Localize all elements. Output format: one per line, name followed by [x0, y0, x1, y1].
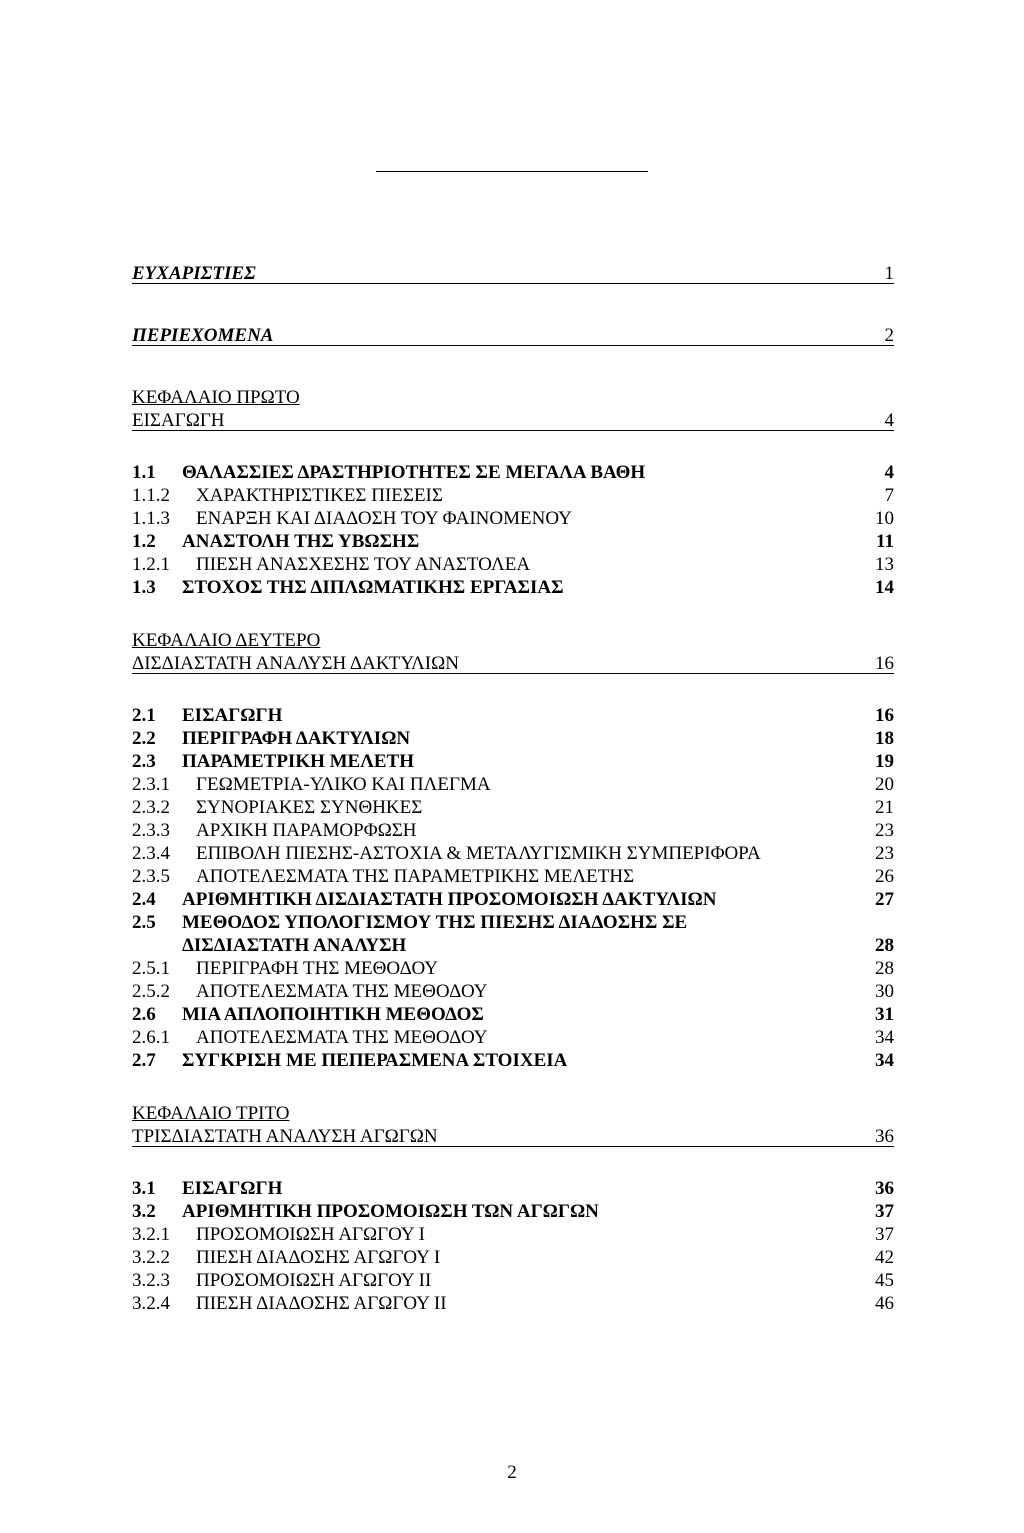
toc-entry-page: 31: [875, 1004, 894, 1025]
toc-entry-title: ΑΠΟΤΕΛΕΣΜΑΤΑ ΤΗΣ ΜΕΘΟΔΟΥ: [196, 981, 488, 1002]
toc-entry-number: 3.2: [132, 1201, 156, 1222]
toc-entry-page: 18: [875, 728, 894, 749]
toc-entry[interactable]: [132, 1177, 894, 1200]
toc-entry-title: ΕΠΙΒΟΛΗ ΠΙΕΣΗΣ-ΑΣΤΟΧΙΑ & ΜΕΤΑΛΥΓΙΣΜΙΚΗ ΣΥΜΠΕΡΙΦΟΡΑ: [196, 843, 761, 864]
toc-entry-title: ΣΥΝΟΡΙΑΚΕΣ ΣΥΝΘΗΚΕΣ: [196, 797, 423, 818]
chapter-label-text: ΚΕΦΑΛΑΙΟ ΤΡΙΤΟ: [132, 1103, 290, 1124]
toc-heading-acknowledgements[interactable]: [132, 262, 894, 284]
toc-entry-page: 7: [884, 485, 894, 506]
toc-entry-number: 1.1: [132, 462, 156, 483]
toc-entry[interactable]: [132, 1223, 894, 1246]
toc-entry-title: ΠΙΕΣΗ ΔΙΑΔΟΣΗΣ ΑΓΩΓΟΥ Ι: [196, 1247, 441, 1268]
top-rule: [376, 171, 648, 172]
toc-entry[interactable]: [132, 484, 894, 507]
toc-entry-title: ΣΥΓΚΡΙΣΗ ΜΕ ΠΕΠΕΡΑΣΜΕΝΑ ΣΤΟΙΧΕΙΑ: [182, 1050, 568, 1071]
table-of-contents: [132, 262, 894, 1315]
chapter-label: [132, 386, 894, 409]
toc-entry-number: 3.2.4: [132, 1293, 170, 1314]
chapter-label: [132, 1102, 894, 1125]
toc-entry-number: 3.2.3: [132, 1270, 170, 1291]
toc-entry-number: 2.3.3: [132, 820, 170, 841]
toc-entry-title: ΔΙΣΔΙΑΣΤΑΤΗ ΑΝΑΛΥΣΗ: [182, 935, 407, 956]
toc-entry[interactable]: [132, 934, 894, 957]
toc-entry-page: 37: [875, 1201, 894, 1222]
toc-heading-contents[interactable]: [132, 324, 894, 346]
toc-entry-number: 1.3: [132, 577, 156, 598]
toc-entry-page: 13: [875, 554, 894, 575]
toc-entry-page: 4: [884, 462, 894, 483]
toc-entry[interactable]: [132, 980, 894, 1003]
toc-entry-page: 37: [875, 1224, 894, 1245]
toc-entry[interactable]: [132, 576, 894, 599]
toc-entry-page: 46: [875, 1293, 894, 1314]
toc-entry-number: 2.5.2: [132, 981, 170, 1002]
chapter-title[interactable]: [132, 1125, 894, 1147]
chapter-title[interactable]: [132, 652, 894, 674]
toc-entry-page: 26: [875, 866, 894, 887]
toc-entry-number: 2.6: [132, 1004, 156, 1025]
toc-entry[interactable]: [132, 553, 894, 576]
toc-entry[interactable]: [132, 750, 894, 773]
toc-entry-number: 1.1.3: [132, 508, 170, 529]
toc-entry[interactable]: [132, 461, 894, 484]
toc-entry[interactable]: [132, 727, 894, 750]
toc-heading-text: ΠΕΡΙΕΧΟΜΕΝΑ: [132, 325, 274, 346]
toc-entry[interactable]: [132, 842, 894, 865]
toc-entry-page: 34: [875, 1050, 894, 1071]
toc-entry[interactable]: [132, 530, 894, 553]
toc-entry-title: ΠΕΡΙΓΡΑΦΗ ΔΑΚΤΥΛΙΩΝ: [182, 728, 411, 749]
toc-entry-title: ΑΠΟΤΕΛΕΣΜΑΤΑ ΤΗΣ ΠΑΡΑΜΕΤΡΙΚΗΣ ΜΕΛΕΤΗΣ: [196, 866, 635, 887]
toc-entry-page: 23: [875, 820, 894, 841]
toc-entry-page: 23: [875, 843, 894, 864]
toc-entry-page: 45: [875, 1270, 894, 1291]
toc-entry[interactable]: [132, 704, 894, 727]
chapter-title-text: ΤΡΙΣΔΙΑΣΤΑΤΗ ΑΝΑΛΥΣΗ ΑΓΩΓΩΝ: [132, 1126, 438, 1147]
toc-entry-title: ΠΡΟΣΟΜΟΙΩΣΗ ΑΓΩΓΟΥ Ι: [196, 1224, 426, 1245]
toc-entry-page: 27: [875, 889, 894, 910]
toc-entry-number: 3.2.2: [132, 1247, 170, 1268]
chapter-entries: [132, 461, 894, 599]
toc-entry-number: 2.4: [132, 889, 156, 910]
toc-entry-page: 34: [875, 1027, 894, 1048]
toc-entry-page: 42: [875, 1247, 894, 1268]
toc-heading-text: ΕΥΧΑΡΙΣΤΙΕΣ: [132, 263, 256, 284]
toc-entry[interactable]: [132, 1246, 894, 1269]
toc-entry-page: 30: [875, 981, 894, 1002]
toc-entry-title: ΘΑΛΑΣΣΙΕΣ ΔΡΑΣΤΗΡΙΟΤΗΤΕΣ ΣΕ ΜΕΓΑΛΑ ΒΑΘΗ: [182, 462, 646, 483]
toc-entry-number: 2.5: [132, 912, 156, 933]
toc-entry-number: 3.1: [132, 1178, 156, 1199]
toc-entry-title: ΠΙΕΣΗ ΔΙΑΔΟΣΗΣ ΑΓΩΓΟΥ ΙΙ: [196, 1293, 447, 1314]
toc-entry[interactable]: [132, 819, 894, 842]
toc-entry[interactable]: [132, 865, 894, 888]
toc-entry-page: 10: [875, 508, 894, 529]
toc-entry-page: 20: [875, 774, 894, 795]
toc-entry-title: ΑΡΙΘΜΗΤΙΚΗ ΠΡΟΣΟΜΟΙΩΣΗ ΤΩΝ ΑΓΩΓΩΝ: [182, 1201, 599, 1222]
chapter-label: [132, 629, 894, 652]
toc-entry-number: 1.2.1: [132, 554, 170, 575]
toc-entry-title: ΑΡΙΘΜΗΤΙΚΗ ΔΙΣΔΙΑΣΤΑΤΗ ΠΡΟΣΟΜΟΙΩΣΗ ΔΑΚΤΥΛΙΩΝ: [182, 889, 717, 910]
toc-entry-title: ΕΝΑΡΞΗ ΚΑΙ ΔΙΑΔΟΣΗ ΤΟΥ ΦΑΙΝΟΜΕΝΟΥ: [196, 508, 572, 529]
chapter-title-page: 36: [875, 1126, 894, 1147]
toc-entry-page: 14: [875, 577, 894, 598]
toc-entry-page: 28: [875, 958, 894, 979]
toc-entry-title: ΕΙΣΑΓΩΓΗ: [182, 1178, 283, 1199]
toc-entry-page: 21: [875, 797, 894, 818]
toc-entry[interactable]: [132, 1292, 894, 1315]
toc-entry[interactable]: [132, 888, 894, 911]
page-number: 2: [507, 1462, 517, 1483]
toc-entry-page: 16: [875, 705, 894, 726]
toc-entry-number: 2.5.1: [132, 958, 170, 979]
chapter-label-text: ΚΕΦΑΛΑΙΟ ΠΡΩΤΟ: [132, 387, 300, 408]
toc-entry[interactable]: [132, 1049, 894, 1072]
chapter-entries: [132, 1177, 894, 1315]
toc-entry-page: 19: [875, 751, 894, 772]
toc-heading-page: 2: [884, 325, 894, 346]
toc-entry-page: 36: [875, 1178, 894, 1199]
chapter-entries: [132, 704, 894, 1072]
toc-entry-title: ΑΡΧΙΚΗ ΠΑΡΑΜΟΡΦΩΣΗ: [196, 820, 417, 841]
toc-entry[interactable]: [132, 911, 894, 934]
toc-entry-title: ΑΠΟΤΕΛΕΣΜΑΤΑ ΤΗΣ ΜΕΘΟΔΟΥ: [196, 1027, 488, 1048]
toc-entry[interactable]: [132, 773, 894, 796]
toc-entry-number: 2.3: [132, 751, 156, 772]
toc-entry-title: ΓΕΩΜΕΤΡΙΑ-ΥΛΙΚΟ ΚΑΙ ΠΛΕΓΜΑ: [196, 774, 491, 795]
chapter-title[interactable]: [132, 409, 894, 431]
toc-entry-title: ΣΤΟΧΟΣ ΤΗΣ ΔΙΠΛΩΜΑΤΙΚΗΣ ΕΡΓΑΣΙΑΣ: [182, 577, 564, 598]
toc-entry[interactable]: [132, 796, 894, 819]
toc-entry-title: ΕΙΣΑΓΩΓΗ: [182, 705, 283, 726]
chapter-title-page: 16: [875, 653, 894, 674]
toc-entry-number: 2.6.1: [132, 1027, 170, 1048]
toc-entry[interactable]: [132, 957, 894, 980]
toc-entry[interactable]: [132, 1026, 894, 1049]
chapter-label-text: ΚΕΦΑΛΑΙΟ ΔΕΥΤΕΡΟ: [132, 630, 321, 651]
toc-entry[interactable]: [132, 1003, 894, 1026]
toc-entry-number: 2.2: [132, 728, 156, 749]
toc-entry-number: 2.7: [132, 1050, 156, 1071]
toc-entry-number: 2.1: [132, 705, 156, 726]
toc-entry-title: ΠΡΟΣΟΜΟΙΩΣΗ ΑΓΩΓΟΥ ΙΙ: [196, 1270, 432, 1291]
toc-entry-number: 1.2: [132, 531, 156, 552]
chapter-title-text: ΔΙΣΔΙΑΣΤΑΤΗ ΑΝΑΛΥΣΗ ΔΑΚΤΥΛΙΩΝ: [132, 653, 459, 674]
toc-entry-number: 2.3.1: [132, 774, 170, 795]
toc-entry-title: ΠΕΡΙΓΡΑΦΗ ΤΗΣ ΜΕΘΟΔΟΥ: [196, 958, 438, 979]
toc-entry[interactable]: [132, 1200, 894, 1223]
toc-entry-number: 2.3.2: [132, 797, 170, 818]
toc-entry-number: 3.2.1: [132, 1224, 170, 1245]
toc-entry[interactable]: [132, 1269, 894, 1292]
toc-entry-title: ΜΕΘΟΔΟΣ ΥΠΟΛΟΓΙΣΜΟΥ ΤΗΣ ΠΙΕΣΗΣ ΔΙΑΔΟΣΗΣ ΣΕ: [182, 912, 688, 933]
chapter-title-text: ΕΙΣΑΓΩΓΗ: [132, 410, 225, 431]
toc-entry-page: 11: [876, 531, 894, 552]
toc-entry-title: ΧΑΡΑΚΤΗΡΙΣΤΙΚΕΣ ΠΙΕΣΕΙΣ: [196, 485, 443, 506]
toc-entry-title: ΑΝΑΣΤΟΛΗ ΤΗΣ ΥΒΩΣΗΣ: [182, 531, 420, 552]
toc-heading-page: 1: [884, 263, 894, 284]
toc-entry-number: 1.1.2: [132, 485, 170, 506]
toc-entry-title: ΠΑΡΑΜΕΤΡΙΚΗ ΜΕΛΕΤΗ: [182, 751, 414, 772]
toc-entry[interactable]: [132, 507, 894, 530]
toc-entry-page: 28: [875, 935, 894, 956]
toc-entry-title: ΜΙΑ ΑΠΛΟΠΟΙΗΤΙΚΗ ΜΕΘΟΔΟΣ: [182, 1004, 484, 1025]
toc-entry-title: ΠΙΕΣΗ ΑΝΑΣΧΕΣΗΣ ΤΟΥ ΑΝΑΣΤΟΛΕΑ: [196, 554, 531, 575]
chapter-title-page: 4: [884, 410, 894, 431]
toc-entry-number: 2.3.4: [132, 843, 170, 864]
toc-entry-number: 2.3.5: [132, 866, 170, 887]
